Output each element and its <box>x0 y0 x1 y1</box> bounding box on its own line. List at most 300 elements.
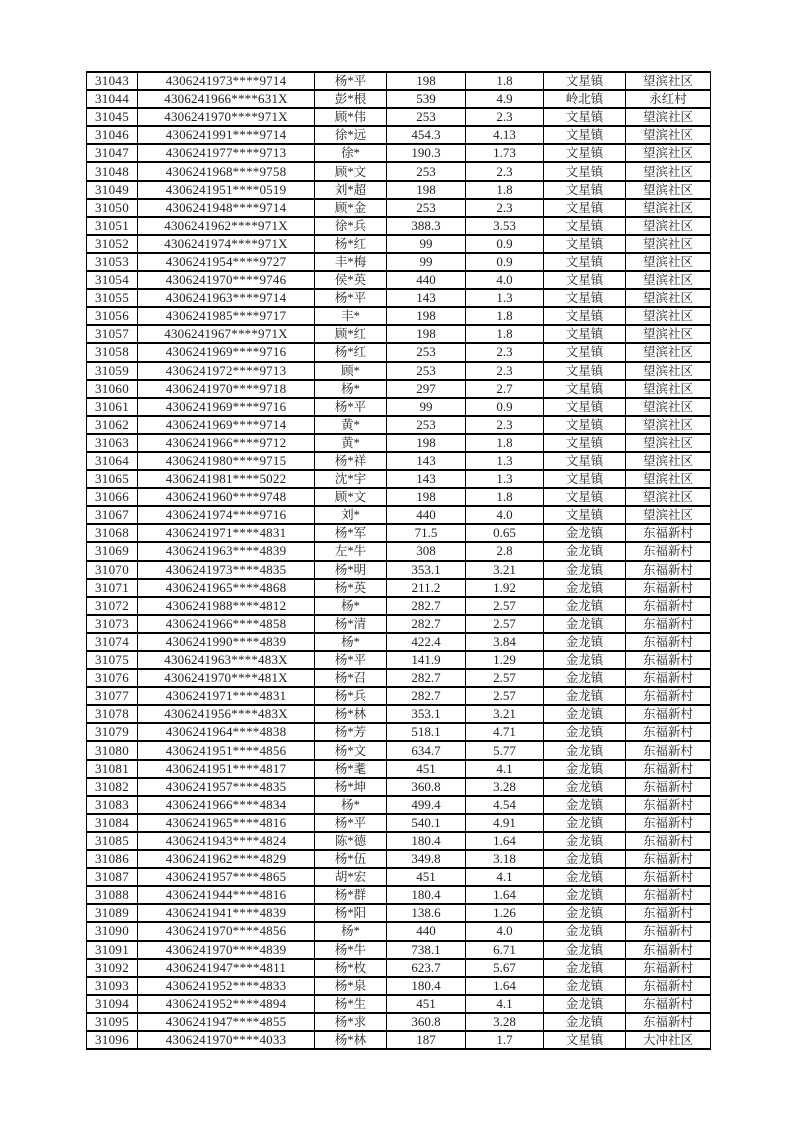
cell-village: 东福新村 <box>626 651 711 669</box>
cell-value_a: 253 <box>387 162 466 180</box>
table-row <box>87 741 711 759</box>
cell-value_b: 1.92 <box>466 579 544 597</box>
table-row <box>87 343 711 361</box>
cell-village: 望滨社区 <box>626 72 711 90</box>
cell-value_a: 539 <box>387 90 466 108</box>
table-row <box>87 542 711 560</box>
cell-value_a: 353.1 <box>387 705 466 723</box>
cell-serial: 31083 <box>87 796 138 814</box>
cell-name_masked: 杨*兵 <box>315 687 387 705</box>
cell-value_b: 3.28 <box>466 1013 544 1031</box>
cell-id_masked: 4306241971****4831 <box>138 687 315 705</box>
table-row <box>87 162 711 180</box>
cell-town: 文星镇 <box>544 488 626 506</box>
cell-village: 望滨社区 <box>626 217 711 235</box>
cell-village: 东福新村 <box>626 633 711 651</box>
cell-serial: 31093 <box>87 977 138 995</box>
cell-town: 金龙镇 <box>544 868 626 886</box>
cell-value_a: 422.4 <box>387 633 466 651</box>
cell-name_masked: 杨*生 <box>315 995 387 1013</box>
table-row <box>87 181 711 199</box>
cell-id_masked: 4306241951****4817 <box>138 760 315 778</box>
cell-name_masked: 杨*清 <box>315 615 387 633</box>
cell-town: 文星镇 <box>544 325 626 343</box>
cell-village: 东福新村 <box>626 778 711 796</box>
cell-serial: 31088 <box>87 886 138 904</box>
cell-value_b: 2.8 <box>466 542 544 560</box>
cell-village: 望滨社区 <box>626 271 711 289</box>
cell-value_b: 2.3 <box>466 162 544 180</box>
cell-value_b: 2.57 <box>466 687 544 705</box>
cell-town: 岭北镇 <box>544 90 626 108</box>
cell-name_masked: 杨* <box>315 380 387 398</box>
cell-village: 东福新村 <box>626 705 711 723</box>
cell-village: 东福新村 <box>626 796 711 814</box>
table-row <box>87 452 711 470</box>
cell-name_masked: 丰* <box>315 307 387 325</box>
cell-village: 东福新村 <box>626 561 711 579</box>
cell-value_a: 198 <box>387 488 466 506</box>
cell-village: 望滨社区 <box>626 380 711 398</box>
cell-value_b: 1.64 <box>466 977 544 995</box>
cell-id_masked: 4306241990****4839 <box>138 633 315 651</box>
table-body <box>87 72 711 1049</box>
table-row <box>87 778 711 796</box>
cell-value_a: 143 <box>387 470 466 488</box>
cell-village: 望滨社区 <box>626 452 711 470</box>
cell-value_b: 1.29 <box>466 651 544 669</box>
cell-value_b: 1.3 <box>466 470 544 488</box>
cell-village: 望滨社区 <box>626 470 711 488</box>
cell-value_b: 6.71 <box>466 941 544 959</box>
cell-serial: 31048 <box>87 162 138 180</box>
cell-value_a: 253 <box>387 199 466 217</box>
table-row <box>87 307 711 325</box>
table-row <box>87 651 711 669</box>
table-row <box>87 90 711 108</box>
cell-serial: 31091 <box>87 941 138 959</box>
cell-village: 东福新村 <box>626 922 711 940</box>
cell-town: 文星镇 <box>544 144 626 162</box>
table-row <box>87 904 711 922</box>
cell-town: 金龙镇 <box>544 832 626 850</box>
cell-name_masked: 杨*群 <box>315 886 387 904</box>
cell-id_masked: 4306241967****971X <box>138 325 315 343</box>
cell-value_b: 2.57 <box>466 669 544 687</box>
cell-village: 东福新村 <box>626 977 711 995</box>
cell-village: 望滨社区 <box>626 144 711 162</box>
cell-value_a: 451 <box>387 760 466 778</box>
cell-serial: 31064 <box>87 452 138 470</box>
cell-serial: 31061 <box>87 398 138 416</box>
cell-serial: 31059 <box>87 362 138 380</box>
table-row <box>87 1013 711 1031</box>
cell-town: 文星镇 <box>544 271 626 289</box>
cell-village: 望滨社区 <box>626 398 711 416</box>
cell-id_masked: 4306241988****4812 <box>138 597 315 615</box>
table-row <box>87 235 711 253</box>
cell-name_masked: 杨*平 <box>315 398 387 416</box>
cell-value_b: 2.57 <box>466 597 544 615</box>
table-row <box>87 380 711 398</box>
cell-village: 东福新村 <box>626 868 711 886</box>
cell-name_masked: 胡*宏 <box>315 868 387 886</box>
cell-name_masked: 徐* <box>315 144 387 162</box>
cell-value_b: 5.67 <box>466 959 544 977</box>
cell-value_b: 1.3 <box>466 452 544 470</box>
table-row <box>87 199 711 217</box>
cell-id_masked: 4306241969****9716 <box>138 343 315 361</box>
cell-town: 金龙镇 <box>544 651 626 669</box>
table-row <box>87 760 711 778</box>
cell-value_a: 180.4 <box>387 832 466 850</box>
cell-serial: 31055 <box>87 289 138 307</box>
table-row <box>87 977 711 995</box>
cell-value_a: 282.7 <box>387 615 466 633</box>
cell-village: 东福新村 <box>626 959 711 977</box>
cell-serial: 31044 <box>87 90 138 108</box>
cell-id_masked: 4306241960****9748 <box>138 488 315 506</box>
table-row <box>87 633 711 651</box>
cell-village: 望滨社区 <box>626 253 711 271</box>
cell-id_masked: 4306241963****483X <box>138 651 315 669</box>
cell-serial: 31077 <box>87 687 138 705</box>
cell-name_masked: 杨*红 <box>315 343 387 361</box>
cell-name_masked: 杨*枚 <box>315 959 387 977</box>
cell-village: 望滨社区 <box>626 325 711 343</box>
cell-value_b: 4.13 <box>466 126 544 144</box>
cell-serial: 31070 <box>87 561 138 579</box>
cell-value_b: 4.1 <box>466 760 544 778</box>
cell-name_masked: 杨*求 <box>315 1013 387 1031</box>
cell-id_masked: 4306241962****4829 <box>138 850 315 868</box>
cell-town: 金龙镇 <box>544 1013 626 1031</box>
cell-name_masked: 顾*文 <box>315 488 387 506</box>
cell-village: 望滨社区 <box>626 199 711 217</box>
cell-value_b: 4.1 <box>466 868 544 886</box>
cell-serial: 31047 <box>87 144 138 162</box>
cell-name_masked: 杨*泉 <box>315 977 387 995</box>
table-row <box>87 850 711 868</box>
cell-value_b: 4.91 <box>466 814 544 832</box>
cell-name_masked: 杨*林 <box>315 705 387 723</box>
table-row <box>87 108 711 126</box>
cell-village: 东福新村 <box>626 941 711 959</box>
cell-value_a: 198 <box>387 434 466 452</box>
cell-value_a: 253 <box>387 108 466 126</box>
cell-value_a: 198 <box>387 181 466 199</box>
cell-town: 文星镇 <box>544 162 626 180</box>
cell-value_b: 1.73 <box>466 144 544 162</box>
cell-village: 东福新村 <box>626 542 711 560</box>
cell-value_a: 198 <box>387 325 466 343</box>
cell-value_a: 454.3 <box>387 126 466 144</box>
table-row <box>87 416 711 434</box>
cell-serial: 31065 <box>87 470 138 488</box>
table-row <box>87 995 711 1013</box>
cell-village: 望滨社区 <box>626 181 711 199</box>
cell-value_a: 388.3 <box>387 217 466 235</box>
table-row <box>87 217 711 235</box>
table-row <box>87 886 711 904</box>
cell-value_a: 282.7 <box>387 687 466 705</box>
cell-town: 文星镇 <box>544 217 626 235</box>
cell-village: 东福新村 <box>626 1013 711 1031</box>
cell-town: 金龙镇 <box>544 741 626 759</box>
cell-name_masked: 杨* <box>315 796 387 814</box>
cell-id_masked: 4306241970****4856 <box>138 922 315 940</box>
cell-id_masked: 4306241973****4835 <box>138 561 315 579</box>
cell-value_a: 141.9 <box>387 651 466 669</box>
cell-village: 东福新村 <box>626 904 711 922</box>
cell-serial: 31067 <box>87 506 138 524</box>
cell-village: 东福新村 <box>626 850 711 868</box>
table-row <box>87 814 711 832</box>
cell-value_a: 440 <box>387 922 466 940</box>
cell-village: 望滨社区 <box>626 434 711 452</box>
cell-name_masked: 杨*耄 <box>315 760 387 778</box>
cell-value_a: 99 <box>387 235 466 253</box>
cell-town: 金龙镇 <box>544 977 626 995</box>
cell-town: 金龙镇 <box>544 904 626 922</box>
cell-value_b: 2.3 <box>466 108 544 126</box>
cell-village: 望滨社区 <box>626 162 711 180</box>
cell-id_masked: 4306241966****9712 <box>138 434 315 452</box>
cell-town: 文星镇 <box>544 506 626 524</box>
cell-town: 金龙镇 <box>544 615 626 633</box>
cell-name_masked: 徐*兵 <box>315 217 387 235</box>
cell-serial: 31060 <box>87 380 138 398</box>
cell-name_masked: 顾*金 <box>315 199 387 217</box>
cell-serial: 31094 <box>87 995 138 1013</box>
cell-serial: 31062 <box>87 416 138 434</box>
cell-name_masked: 顾*文 <box>315 162 387 180</box>
cell-value_b: 2.3 <box>466 343 544 361</box>
cell-value_b: 3.21 <box>466 561 544 579</box>
cell-name_masked: 杨*伍 <box>315 850 387 868</box>
cell-town: 金龙镇 <box>544 959 626 977</box>
cell-name_masked: 彭*根 <box>315 90 387 108</box>
cell-town: 文星镇 <box>544 470 626 488</box>
cell-town: 文星镇 <box>544 72 626 90</box>
cell-value_b: 0.9 <box>466 398 544 416</box>
table-row <box>87 144 711 162</box>
cell-value_a: 738.1 <box>387 941 466 959</box>
cell-value_a: 71.5 <box>387 524 466 542</box>
cell-name_masked: 左*牛 <box>315 542 387 560</box>
cell-serial: 31084 <box>87 814 138 832</box>
cell-id_masked: 4306241963****9714 <box>138 289 315 307</box>
cell-serial: 31071 <box>87 579 138 597</box>
cell-name_masked: 杨*英 <box>315 579 387 597</box>
cell-value_b: 0.65 <box>466 524 544 542</box>
cell-serial: 31045 <box>87 108 138 126</box>
cell-value_b: 2.3 <box>466 199 544 217</box>
cell-village: 望滨社区 <box>626 235 711 253</box>
cell-name_masked: 杨*平 <box>315 289 387 307</box>
cell-value_b: 1.8 <box>466 434 544 452</box>
cell-name_masked: 杨*祥 <box>315 452 387 470</box>
cell-town: 文星镇 <box>544 362 626 380</box>
cell-town: 金龙镇 <box>544 922 626 940</box>
cell-name_masked: 陈*德 <box>315 832 387 850</box>
cell-name_masked: 丰*梅 <box>315 253 387 271</box>
cell-value_a: 360.8 <box>387 778 466 796</box>
subsidy-detail-table <box>86 71 711 1050</box>
cell-id_masked: 4306241951****0519 <box>138 181 315 199</box>
cell-town: 文星镇 <box>544 1031 626 1049</box>
cell-name_masked: 杨*明 <box>315 561 387 579</box>
cell-town: 文星镇 <box>544 289 626 307</box>
cell-id_masked: 4306241974****971X <box>138 235 315 253</box>
cell-serial: 31056 <box>87 307 138 325</box>
cell-name_masked: 黄* <box>315 434 387 452</box>
cell-town: 文星镇 <box>544 235 626 253</box>
cell-value_b: 4.0 <box>466 271 544 289</box>
cell-town: 文星镇 <box>544 398 626 416</box>
cell-id_masked: 4306241956****483X <box>138 705 315 723</box>
cell-id_masked: 4306241969****9714 <box>138 416 315 434</box>
cell-value_b: 4.71 <box>466 723 544 741</box>
cell-id_masked: 4306241970****9746 <box>138 271 315 289</box>
cell-village: 望滨社区 <box>626 506 711 524</box>
cell-village: 望滨社区 <box>626 307 711 325</box>
cell-id_masked: 4306241965****4868 <box>138 579 315 597</box>
cell-name_masked: 顾*红 <box>315 325 387 343</box>
cell-town: 文星镇 <box>544 434 626 452</box>
cell-id_masked: 4306241952****4833 <box>138 977 315 995</box>
cell-id_masked: 4306241948****9714 <box>138 199 315 217</box>
cell-town: 文星镇 <box>544 253 626 271</box>
cell-village: 东福新村 <box>626 524 711 542</box>
cell-value_b: 2.3 <box>466 362 544 380</box>
cell-name_masked: 杨*红 <box>315 235 387 253</box>
cell-name_masked: 顾* <box>315 362 387 380</box>
cell-village: 望滨社区 <box>626 416 711 434</box>
cell-id_masked: 4306241970****4033 <box>138 1031 315 1049</box>
cell-name_masked: 杨* <box>315 922 387 940</box>
cell-village: 东福新村 <box>626 687 711 705</box>
cell-value_a: 138.6 <box>387 904 466 922</box>
cell-town: 金龙镇 <box>544 723 626 741</box>
cell-value_a: 180.4 <box>387 977 466 995</box>
table-row <box>87 126 711 144</box>
cell-serial: 31043 <box>87 72 138 90</box>
cell-value_b: 4.0 <box>466 506 544 524</box>
table-row <box>87 796 711 814</box>
cell-value_b: 1.26 <box>466 904 544 922</box>
cell-value_a: 253 <box>387 362 466 380</box>
cell-value_b: 1.8 <box>466 325 544 343</box>
cell-serial: 31052 <box>87 235 138 253</box>
cell-id_masked: 4306241985****9717 <box>138 307 315 325</box>
cell-serial: 31095 <box>87 1013 138 1031</box>
cell-value_b: 3.53 <box>466 217 544 235</box>
cell-value_b: 2.3 <box>466 416 544 434</box>
cell-id_masked: 4306241966****4834 <box>138 796 315 814</box>
table-row <box>87 669 711 687</box>
cell-serial: 31092 <box>87 959 138 977</box>
cell-id_masked: 4306241947****4855 <box>138 1013 315 1031</box>
cell-value_b: 4.9 <box>466 90 544 108</box>
cell-name_masked: 杨*军 <box>315 524 387 542</box>
cell-id_masked: 4306241965****4816 <box>138 814 315 832</box>
table-row <box>87 362 711 380</box>
cell-value_b: 1.7 <box>466 1031 544 1049</box>
cell-town: 文星镇 <box>544 199 626 217</box>
cell-value_b: 1.64 <box>466 886 544 904</box>
table-row <box>87 488 711 506</box>
cell-id_masked: 4306241981****5022 <box>138 470 315 488</box>
cell-value_b: 3.18 <box>466 850 544 868</box>
cell-name_masked: 杨* <box>315 597 387 615</box>
cell-value_a: 451 <box>387 868 466 886</box>
cell-town: 金龙镇 <box>544 633 626 651</box>
cell-id_masked: 4306241974****9716 <box>138 506 315 524</box>
cell-serial: 31086 <box>87 850 138 868</box>
cell-serial: 31076 <box>87 669 138 687</box>
cell-serial: 31087 <box>87 868 138 886</box>
table-row <box>87 941 711 959</box>
cell-village: 东福新村 <box>626 615 711 633</box>
cell-name_masked: 杨*芳 <box>315 723 387 741</box>
cell-value_b: 1.8 <box>466 307 544 325</box>
cell-id_masked: 4306241969****9716 <box>138 398 315 416</box>
table-row <box>87 506 711 524</box>
cell-value_a: 190.3 <box>387 144 466 162</box>
cell-serial: 31072 <box>87 597 138 615</box>
cell-serial: 31096 <box>87 1031 138 1049</box>
cell-serial: 31082 <box>87 778 138 796</box>
table-row <box>87 705 711 723</box>
cell-serial: 31080 <box>87 741 138 759</box>
cell-id_masked: 4306241952****4894 <box>138 995 315 1013</box>
cell-value_a: 143 <box>387 452 466 470</box>
cell-name_masked: 刘*超 <box>315 181 387 199</box>
cell-serial: 31090 <box>87 922 138 940</box>
cell-serial: 31049 <box>87 181 138 199</box>
cell-value_a: 198 <box>387 307 466 325</box>
cell-town: 文星镇 <box>544 416 626 434</box>
cell-town: 文星镇 <box>544 181 626 199</box>
cell-id_masked: 4306241972****9713 <box>138 362 315 380</box>
cell-value_a: 451 <box>387 995 466 1013</box>
cell-value_b: 0.9 <box>466 235 544 253</box>
cell-name_masked: 杨*文 <box>315 741 387 759</box>
cell-village: 东福新村 <box>626 760 711 778</box>
cell-value_a: 440 <box>387 506 466 524</box>
cell-id_masked: 4306241951****4856 <box>138 741 315 759</box>
cell-serial: 31089 <box>87 904 138 922</box>
cell-value_a: 211.2 <box>387 579 466 597</box>
cell-town: 金龙镇 <box>544 597 626 615</box>
cell-value_b: 3.28 <box>466 778 544 796</box>
cell-serial: 31058 <box>87 343 138 361</box>
cell-town: 金龙镇 <box>544 796 626 814</box>
table-row <box>87 832 711 850</box>
cell-town: 金龙镇 <box>544 850 626 868</box>
cell-village: 望滨社区 <box>626 343 711 361</box>
cell-village: 望滨社区 <box>626 289 711 307</box>
cell-id_masked: 4306241980****9715 <box>138 452 315 470</box>
cell-id_masked: 4306241968****9758 <box>138 162 315 180</box>
table-row <box>87 470 711 488</box>
cell-town: 金龙镇 <box>544 524 626 542</box>
cell-serial: 31046 <box>87 126 138 144</box>
cell-serial: 31081 <box>87 760 138 778</box>
cell-name_masked: 杨*牛 <box>315 941 387 959</box>
cell-value_a: 253 <box>387 416 466 434</box>
